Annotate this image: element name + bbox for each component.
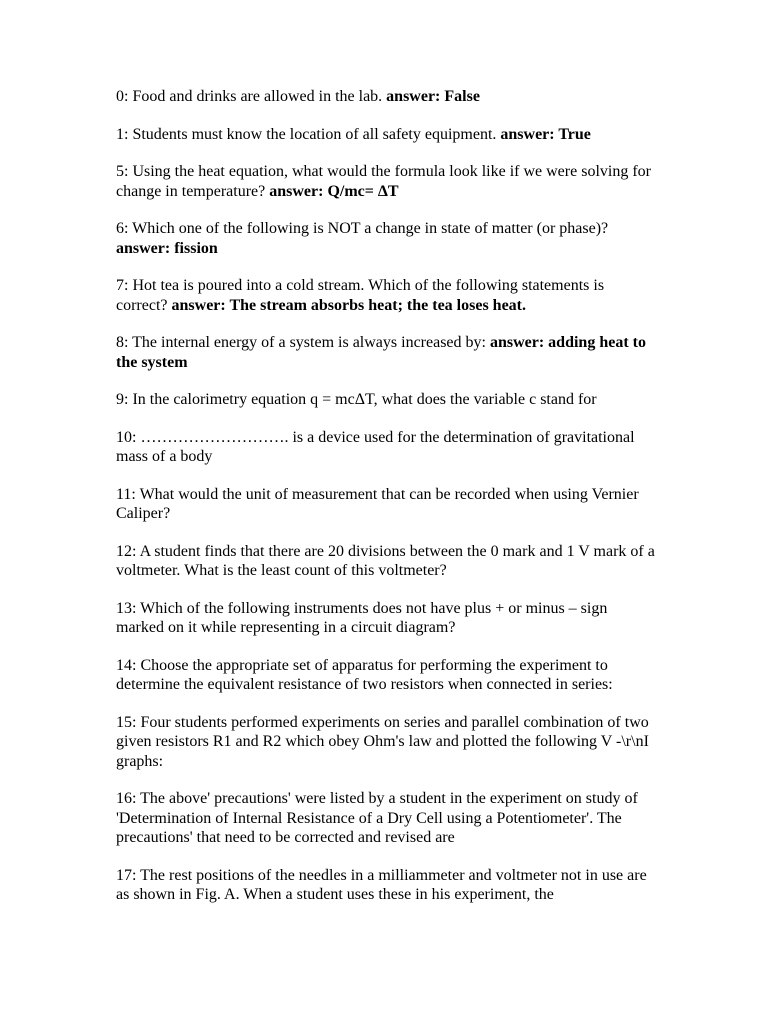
question-item <box>116 87 656 107</box>
question-text: 10: ………………………. is a device used for the determination of gravitational mass of a body <box>116 428 635 465</box>
question-item <box>116 713 656 772</box>
question-text: 16: The above' precautions' were listed by a student in the experiment on study of 'Determination of Internal Resistance of a Dry Cell using a Potentiometer'. The precautions' that need to be corrected and revised are <box>116 790 638 846</box>
answer-text: answer: The stream absorbs heat; the tea loses heat. <box>171 296 526 314</box>
quiz-document <box>116 87 656 923</box>
answer-text: answer: True <box>500 125 591 143</box>
answer-text: answer: False <box>386 88 480 105</box>
question-item <box>116 125 656 145</box>
question-text: 13: Which of the following instruments does not have plus + or minus – sign marked on it while representing in a circuit diagram? <box>116 599 608 636</box>
question-item <box>116 276 656 315</box>
question-text: 11: What would the unit of measurement that can be recorded when using Vernier Caliper? <box>116 485 639 522</box>
question-item <box>116 789 656 848</box>
question-text: 1: Students must know the location of all safety equipment. <box>116 125 501 143</box>
question-item <box>116 599 656 638</box>
question-text: 5: Using the heat equation, what would the formula look like if we were solving for change in temperature? <box>116 163 651 200</box>
question-item <box>116 866 656 905</box>
question-text: 9: In the calorimetry equation q = mcΔT, what does the variable c stand for <box>116 391 597 408</box>
question-text: 7: Hot tea is poured into a cold stream. Which of the following statements is correct? <box>116 277 605 314</box>
answer-text: answer: adding heat to the system <box>116 334 646 371</box>
answer-text: answer: fission <box>116 239 218 257</box>
question-item <box>116 485 656 524</box>
question-text: 0: Food and drinks are allowed in the lab. <box>116 88 387 105</box>
question-item <box>116 333 656 372</box>
question-item <box>116 162 656 201</box>
question-text: 8: The internal energy of a system is always increased by: <box>116 334 490 351</box>
question-item <box>116 219 656 258</box>
question-item <box>116 656 656 695</box>
question-item <box>116 390 656 410</box>
question-text: 17: The rest positions of the needles in a milliammeter and voltmeter not in use are as shown in Fig. A. When a student uses these in his experiment, the <box>116 866 647 903</box>
question-text: 14: Choose the appropriate set of apparatus for performing the experiment to determine the equivalent resistance of two resistors when connected in series: <box>116 656 613 693</box>
answer-text: answer: Q/mc= ΔT <box>269 182 399 200</box>
question-text: 6: Which one of the following is NOT a change in state of matter (or phase)? <box>116 220 609 237</box>
question-text: 12: A student finds that there are 20 divisions between the 0 mark and 1 V mark of a voltmeter. What is the least count of this voltmeter? <box>116 542 655 579</box>
question-text: 15: Four students performed experiments on series and parallel combination of two given resistors R1 and R2 which obey Ohm's law and plotted the following V -\r\nI graphs: <box>116 713 649 770</box>
question-item <box>116 428 656 467</box>
question-item <box>116 542 656 581</box>
